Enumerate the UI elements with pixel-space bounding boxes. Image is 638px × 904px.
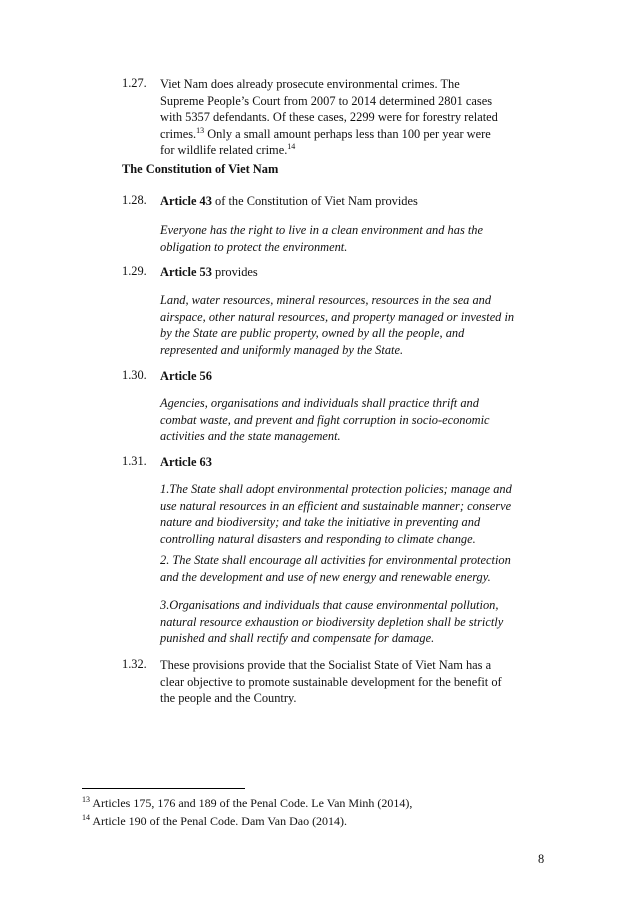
- paragraph-body: [160, 454, 552, 471]
- quote-line: and the development and use of new energy and renewable energy.: [160, 569, 491, 584]
- footnote-divider: [82, 788, 245, 789]
- text-fragment: crimes.: [160, 126, 197, 141]
- quote-line: combat waste, and prevent and fight corruption in socio-economic: [160, 412, 490, 427]
- article-63-clause-1: [160, 481, 552, 547]
- article-63-clause-3: [160, 597, 552, 647]
- section-heading: The Constitution of Viet Nam: [122, 162, 279, 176]
- quote-line: natural resource exhaustion or biodiversity depletion shall be strictly: [160, 614, 504, 629]
- quote-line: obligation to protect the environment.: [160, 239, 348, 254]
- article-43-quote: [160, 222, 552, 255]
- article-label: Article 53: [160, 265, 212, 279]
- article-label: Article 43: [160, 194, 212, 208]
- quote-line: nature and biodiversity; and take the initiative in preventing and: [160, 515, 481, 530]
- footnote-text: Articles 175, 176 and 189 of the Penal Code. Le Van Minh (2014),: [90, 796, 413, 810]
- paragraph-1-32: [122, 657, 552, 707]
- article-53-quote: [160, 292, 552, 358]
- paragraph-body: [160, 368, 552, 385]
- page-number: 8: [538, 852, 545, 866]
- quote-line: controlling natural disasters and responding to climate change.: [160, 531, 476, 546]
- text-line: Viet Nam does already prosecute environmental crimes. The: [160, 77, 460, 91]
- article-label: Article 56: [160, 369, 212, 383]
- footnote-ref-13[interactable]: 13: [196, 125, 205, 135]
- quote-line: Agencies, organisations and individuals shall practice thrift and: [160, 396, 479, 410]
- footnote-mark: 13: [82, 795, 90, 804]
- paragraph-1-29: [122, 264, 552, 281]
- footnote-ref-14[interactable]: 14: [287, 142, 296, 152]
- article-label: Article 63: [160, 455, 212, 469]
- paragraph-1-28: [122, 193, 552, 210]
- text-fragment: for wildlife related crime.: [160, 143, 288, 158]
- article-56-quote: [160, 395, 552, 445]
- paragraph-number: 1.30.: [122, 368, 147, 382]
- text-line: clear objective to promote sustainable development for the benefit of: [160, 674, 502, 689]
- text-line: with 5357 defendants. Of these cases, 2299 were for forestry related: [160, 110, 498, 125]
- quote-line: Everyone has the right to live in a clean environment and has the: [160, 223, 483, 237]
- text-fragment: provides: [211, 265, 258, 279]
- paragraph-number: 1.31.: [122, 454, 147, 468]
- text-line: [160, 126, 552, 143]
- paragraph-number: 1.29.: [122, 264, 147, 278]
- paragraph-1-27: [122, 76, 552, 159]
- text-line: the people and the Country.: [160, 691, 297, 706]
- text-fragment: Only a small amount perhaps less than 100 per year were: [204, 126, 491, 141]
- quote-line: 1.The State shall adopt environmental protection policies; manage and: [160, 482, 512, 496]
- quote-line: punished and shall rectify and compensate for damage.: [160, 631, 435, 646]
- quote-line: Land, water resources, mineral resources, resources in the sea and: [160, 293, 492, 307]
- quote-line: by the State are public property, owned by all the people, and: [160, 326, 465, 341]
- paragraph-body: [160, 193, 552, 210]
- quote-line: airspace, other natural resources, and property managed or invested in: [160, 309, 515, 324]
- footnote-text: Article 190 of the Penal Code. Dam Van Dao (2014).: [90, 814, 348, 828]
- quote-line: represented and uniformly managed by the State.: [160, 342, 404, 357]
- footnote-14: [82, 814, 347, 829]
- paragraph-1-31: [122, 454, 552, 471]
- paragraph-number: 1.28.: [122, 193, 147, 207]
- footnote-mark: 14: [82, 813, 90, 822]
- quote-line: activities and the state management.: [160, 429, 341, 444]
- text-line: Supreme People’s Court from 2007 to 2014 determined 2801 cases: [160, 93, 493, 108]
- paragraph-1-30: [122, 368, 552, 385]
- paragraph-number: 1.32.: [122, 657, 147, 671]
- paragraph-body: [160, 264, 552, 281]
- quote-line: 2. The State shall encourage all activities for environmental protection: [160, 553, 511, 567]
- article-63-clause-2: [160, 552, 552, 585]
- paragraph-number: 1.27.: [122, 76, 147, 90]
- paragraph-body: [160, 657, 552, 707]
- footnote-13: [82, 796, 412, 811]
- quote-line: 3.Organisations and individuals that cause environmental pollution,: [160, 598, 499, 612]
- quote-line: use natural resources in an efficient and sustainable manner; conserve: [160, 498, 512, 513]
- paragraph-body: [160, 76, 552, 159]
- text-line: [160, 142, 552, 159]
- text-fragment: of the Constitution of Viet Nam provides: [211, 194, 418, 208]
- text-line: These provisions provide that the Socialist State of Viet Nam has a: [160, 658, 492, 672]
